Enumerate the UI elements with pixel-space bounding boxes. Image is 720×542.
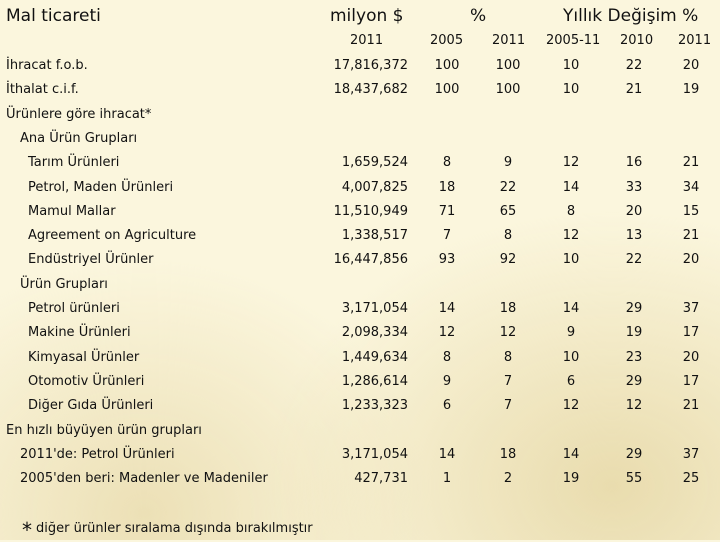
- row-value-4: 29: [625, 301, 643, 316]
- row-value-1: 93: [438, 252, 456, 268]
- row-value-2: 8: [503, 349, 513, 365]
- row-label: En hızlı büyüyen ürün grupları: [6, 422, 202, 438]
- year-2011-value: 2011: [350, 33, 384, 48]
- table-row: [0, 467, 720, 491]
- row-value-1: 1: [442, 471, 452, 487]
- row-value-4: 20: [625, 203, 643, 219]
- row-value-4: 21: [625, 82, 643, 98]
- row-value-0: 427,731: [354, 471, 408, 487]
- row-value-5: 25: [682, 471, 700, 487]
- table-row: [0, 127, 720, 151]
- row-value-0: 11,510,949: [333, 203, 408, 219]
- row-value-4: 12: [625, 398, 643, 414]
- footnote-star: *: [22, 518, 32, 542]
- row-value-1: 7: [442, 228, 452, 244]
- row-label: Kimyasal Ürünler: [28, 349, 140, 365]
- row-value-3: 10: [562, 82, 580, 98]
- row-value-5: 34: [682, 179, 700, 195]
- percent-header: %: [470, 6, 487, 26]
- row-label: Agreement on Agriculture: [28, 228, 197, 244]
- row-value-0: 3,171,054: [341, 446, 408, 462]
- row-value-2: 8: [503, 228, 513, 244]
- table-row: [0, 419, 720, 443]
- row-value-2: 100: [495, 82, 521, 98]
- year-2011-change: 2011: [678, 33, 712, 48]
- row-label: Ürünlere göre ihracat*: [6, 106, 152, 122]
- row-value-2: 9: [503, 155, 513, 171]
- row-value-3: 9: [566, 325, 576, 341]
- row-value-5: 21: [682, 398, 700, 414]
- row-label: Ana Ürün Grupları: [20, 130, 138, 146]
- row-label: Ürün Grupları: [20, 276, 108, 292]
- row-label: Otomotiv Ürünleri: [28, 373, 145, 389]
- row-value-2: 100: [495, 58, 521, 73]
- row-value-5: 15: [682, 203, 700, 219]
- table-row: [0, 297, 720, 321]
- table-row: [0, 54, 720, 78]
- table-row: [0, 78, 720, 102]
- row-value-0: 17,816,372: [333, 58, 408, 73]
- row-value-1: 100: [434, 58, 460, 73]
- row-value-4: 29: [625, 446, 643, 462]
- year-2011-share: 2011: [492, 33, 526, 48]
- table-row: [0, 248, 720, 272]
- row-label: Diğer Gıda Ürünleri: [28, 398, 154, 414]
- year-2005-share: 2005: [430, 33, 464, 48]
- row-value-5: 20: [682, 58, 700, 73]
- row-value-3: 14: [562, 301, 580, 316]
- row-value-3: 19: [562, 471, 580, 487]
- row-value-0: 1,338,517: [341, 228, 408, 244]
- row-value-5: 37: [682, 301, 700, 316]
- row-value-3: 10: [562, 349, 580, 365]
- row-value-2: 2: [503, 471, 513, 487]
- row-value-4: 55: [625, 471, 643, 487]
- row-value-1: 12: [438, 325, 456, 341]
- row-value-5: 37: [682, 446, 700, 462]
- row-value-4: 16: [625, 155, 643, 171]
- row-value-2: 7: [503, 373, 513, 389]
- footnote-text: diğer ürünler sıralama dışında bırakılmıştır: [36, 521, 313, 536]
- table-row: [0, 200, 720, 224]
- row-label: 2005'den beri: Madenler ve Madeniler: [20, 471, 268, 487]
- row-value-0: 3,171,054: [341, 301, 408, 316]
- row-value-2: 18: [499, 301, 517, 316]
- row-value-3: 10: [562, 252, 580, 268]
- table-row: [0, 176, 720, 200]
- row-value-5: 17: [682, 373, 700, 389]
- table-row: [0, 151, 720, 175]
- unit-header: milyon $: [330, 6, 404, 26]
- row-label: Petrol ürünleri: [28, 301, 120, 316]
- table-row: [0, 224, 720, 248]
- row-value-5: 20: [682, 349, 700, 365]
- row-value-4: 23: [625, 349, 643, 365]
- row-value-5: 20: [682, 252, 700, 268]
- row-label: Tarım Ürünleri: [28, 155, 120, 171]
- row-label: İthalat c.i.f.: [6, 82, 79, 98]
- row-value-2: 12: [499, 325, 517, 341]
- row-value-3: 12: [562, 155, 580, 171]
- table-row: [0, 443, 720, 467]
- row-value-3: 12: [562, 398, 580, 414]
- row-value-0: 1,659,524: [341, 155, 408, 171]
- table-row: [0, 103, 720, 127]
- table-row: [0, 321, 720, 345]
- row-value-5: 21: [682, 228, 700, 244]
- row-value-0: 18,437,682: [333, 82, 408, 98]
- row-value-0: 4,007,825: [341, 179, 408, 195]
- row-value-1: 8: [442, 349, 452, 365]
- row-value-4: 22: [625, 252, 643, 268]
- row-value-0: 1,233,323: [341, 398, 408, 414]
- year-2010-change: 2010: [620, 33, 654, 48]
- row-value-1: 8: [442, 155, 452, 171]
- footnote: [22, 518, 313, 542]
- row-value-2: 18: [499, 446, 517, 462]
- row-value-1: 14: [438, 446, 456, 462]
- row-value-1: 100: [434, 82, 460, 98]
- row-label: Mamul Mallar: [28, 203, 116, 219]
- table-header: [0, 0, 720, 56]
- row-value-0: 1,449,634: [341, 349, 408, 365]
- table-title: Mal ticareti: [6, 6, 101, 26]
- table-row: [0, 394, 720, 418]
- row-value-3: 6: [566, 373, 576, 389]
- table-row: [0, 370, 720, 394]
- row-value-0: 1,286,614: [341, 373, 408, 389]
- row-value-5: 19: [682, 82, 700, 98]
- row-value-2: 92: [499, 252, 517, 268]
- row-value-2: 7: [503, 398, 513, 414]
- year-2005-11-change: 2005-11: [546, 33, 601, 48]
- annual-change-header: Yıllık Değişim %: [563, 6, 699, 26]
- row-value-3: 14: [562, 446, 580, 462]
- row-value-1: 9: [442, 373, 452, 389]
- table-row: [0, 273, 720, 297]
- row-value-4: 19: [625, 325, 643, 341]
- row-value-4: 22: [625, 58, 643, 73]
- row-value-3: 8: [566, 203, 576, 219]
- row-label: Endüstriyel Ürünler: [28, 252, 154, 268]
- row-value-5: 17: [682, 325, 700, 341]
- row-label: Petrol, Maden Ürünleri: [28, 179, 174, 195]
- row-value-0: 2,098,334: [341, 325, 408, 341]
- row-value-5: 21: [682, 155, 700, 171]
- row-value-3: 14: [562, 179, 580, 195]
- row-value-1: 71: [438, 203, 456, 219]
- row-value-1: 14: [438, 301, 456, 316]
- row-value-4: 13: [625, 228, 643, 244]
- row-value-1: 18: [438, 179, 456, 195]
- row-value-1: 6: [442, 398, 452, 414]
- row-value-2: 22: [499, 179, 517, 195]
- row-value-3: 10: [562, 58, 580, 73]
- table-row: [0, 346, 720, 370]
- row-value-4: 33: [625, 179, 643, 195]
- row-label: İhracat f.o.b.: [6, 58, 88, 73]
- row-label: Makine Ürünleri: [28, 325, 131, 341]
- row-value-2: 65: [499, 203, 517, 219]
- row-value-3: 12: [562, 228, 580, 244]
- row-label: 2011'de: Petrol Ürünleri: [20, 446, 175, 462]
- row-value-0: 16,447,856: [333, 252, 408, 268]
- row-value-4: 29: [625, 373, 643, 389]
